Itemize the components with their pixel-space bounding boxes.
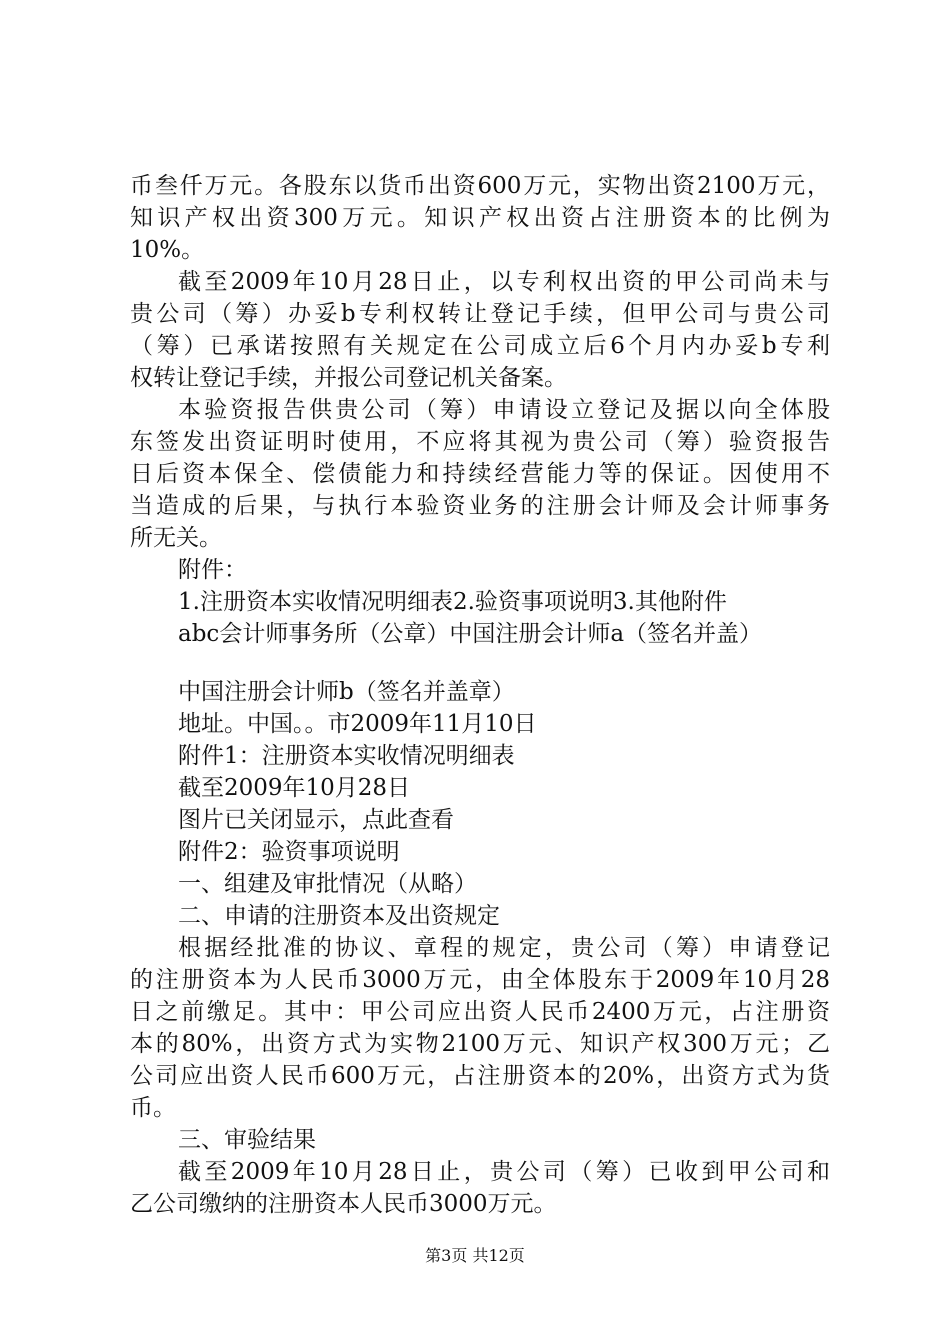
text-line: 公司应出资人民币600万元，占注册资本的20%，出资方式为货	[130, 1063, 830, 1089]
text-line: 知识产权出资300万元。知识产权出资占注册资本的比例为	[130, 205, 830, 231]
attachment-2-title: 附件2：验资事项说明	[178, 839, 400, 865]
section-1-heading: 一、组建及审批情况（从略）	[178, 871, 477, 897]
blank-spacer	[130, 650, 830, 676]
document-body	[130, 170, 830, 1220]
paragraph-start: 截至2009年10月28日止，以专利权出资的甲公司尚未与	[178, 269, 830, 295]
text-line: 日后资本保全、偿债能力和持续经营能力等的保证。因使用不	[130, 461, 830, 487]
text-line: 贵公司（筹）办妥b专利权转让登记手续，但甲公司与贵公司	[130, 301, 830, 327]
paragraph-start: 根据经批准的协议、章程的规定，贵公司（筹）申请登记	[178, 935, 830, 961]
attachments-list: 1.注册资本实收情况明细表2.验资事项说明3.其他附件	[178, 589, 727, 615]
text-line: 当造成的后果，与执行本验资业务的注册会计师及会计师事务	[130, 493, 830, 519]
attachment-1-title: 附件1：注册资本实收情况明细表	[178, 743, 515, 769]
text-line: 币。	[130, 1095, 176, 1121]
text-line: 乙公司缴纳的注册资本人民币3000万元。	[130, 1191, 557, 1217]
text-line: 10%。	[130, 237, 205, 263]
as-of-date: 截至2009年10月28日	[178, 775, 411, 801]
section-2-heading: 二、申请的注册资本及出资规定	[178, 903, 500, 929]
address-date: 地址。中国。。市2009年11月10日	[178, 711, 537, 737]
paragraph-start: 截至2009年10月28日止，贵公司（筹）已收到甲公司和	[178, 1159, 830, 1185]
paragraph-start: 本验资报告供贵公司（筹）申请设立登记及据以向全体股	[178, 397, 830, 423]
signature-firm: abc会计师事务所（公章）中国注册会计师a（签名并盖）	[178, 621, 763, 647]
text-line: 的注册资本为人民币3000万元，由全体股东于2009年10月28	[130, 967, 830, 993]
page-number-footer: 第3页 共12页	[425, 1246, 525, 1265]
text-line: 东签发出资证明时使用，不应将其视为贵公司（筹）验资报告	[130, 429, 830, 455]
text-line: 权转让登记手续，并报公司登记机关备案。	[130, 365, 567, 391]
text-line: 所无关。	[130, 525, 222, 551]
image-hidden-notice[interactable]: 图片已关闭显示，点此查看	[178, 807, 454, 833]
text-line: （筹）已承诺按照有关规定在公司成立后6个月内办妥b专利	[130, 333, 830, 359]
attachments-heading: 附件：	[178, 557, 247, 583]
signature-accountant-b: 中国注册会计师b（签名并盖章）	[178, 679, 515, 705]
text-line: 币叁仟万元。各股东以货币出资600万元，实物出资2100万元，	[130, 173, 830, 199]
text-line: 本的80%，出资方式为实物2100万元、知识产权300万元；乙	[130, 1031, 830, 1057]
text-line: 日之前缴足。其中：甲公司应出资人民币2400万元，占注册资	[130, 999, 830, 1025]
section-3-heading: 三、审验结果	[178, 1127, 316, 1153]
